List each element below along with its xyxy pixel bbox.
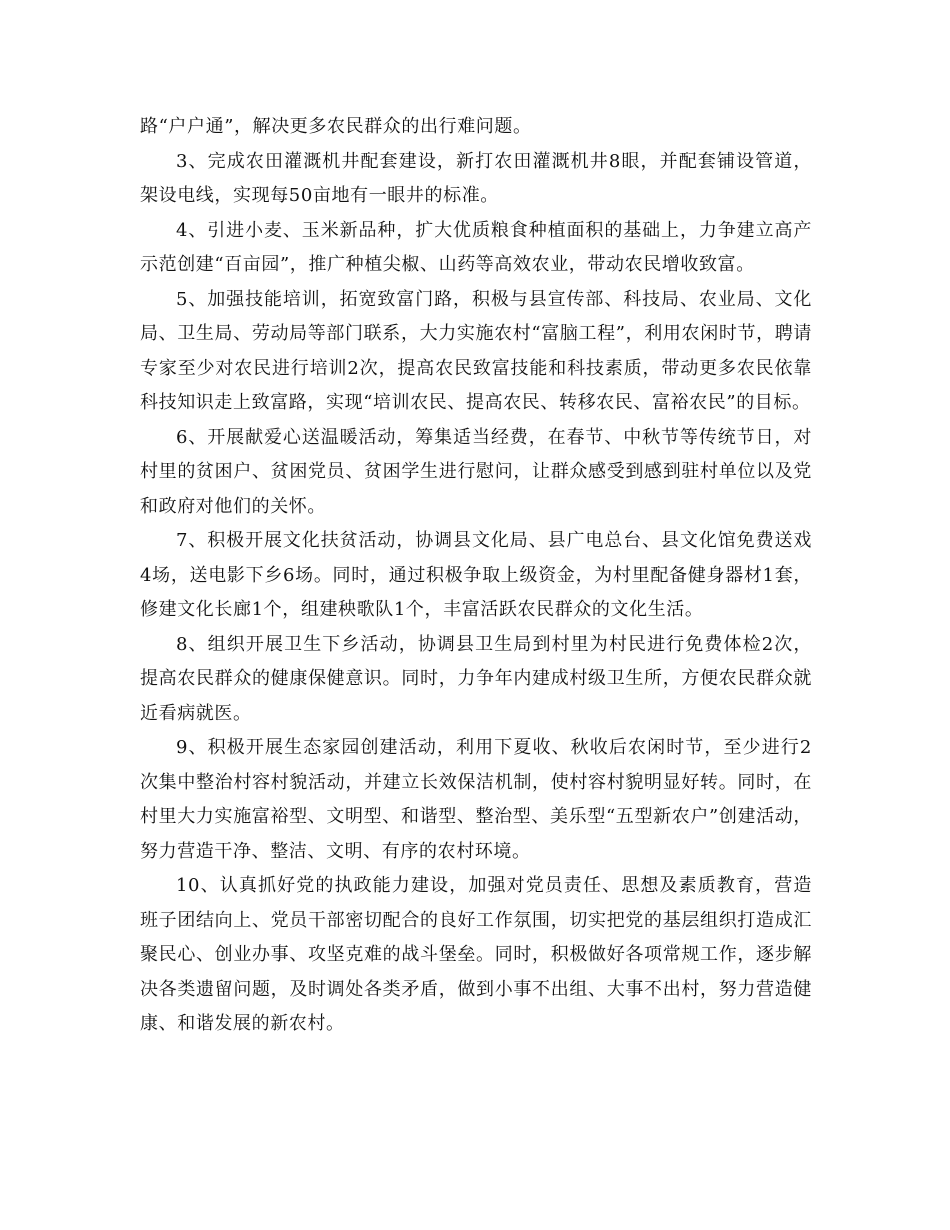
document-body (140, 110, 812, 1042)
paragraph-item-8: 8、组织开展卫生下乡活动，协调县卫生局到村里为村民进行免费体检2次，提高农民群众的健康保健意识。同时，力争年内建成村级卫生所，方便农民群众就近看病就医。 (140, 633, 812, 724)
paragraph-item-7: 7、积极开展文化扶贫活动，协调县文化局、县广电总台、县文化馆免费送戏4场，送电影下乡6场。同时，通过积极争取上级资金，为村里配备健身器材1套，修建文化长廊1个，组建秧歌队1个，丰富活跃农民群众的文化生活。 (140, 530, 812, 620)
paragraph-item-10: 10、认真抓好党的执政能力建设，加强对党员责任、思想及素质教育，营造班子团结向上、党员干部密切配合的良好工作氛围，切实把党的基层组织打造成汇聚民心、创业办事、攻坚克难的战斗堡垒。同时，积极做好各项常规工作，逐步解决各类遗留问题，及时调处各类矛盾，做到小事不出组、大事不出村，努力营造健康、和谐发展的新农村。 (140, 875, 812, 1034)
paragraph-continuation: 路“户户通”，解决更多农民群众的出行难问题。 (140, 116, 532, 137)
paragraph-item-5: 5、加强技能培训，拓宽致富门路，积极与县宣传部、科技局、农业局、文化局、卫生局、劳动局等部门联系，大力实施农村“富脑工程”，利用农闲时节，聘请专家至少对农民进行培训2次，提高农民致富技能和科技素质，带动更多农民依靠科技知识走上致富路，实现“培训农民、提高农民、转移农民、富裕农民”的目标。 (140, 288, 812, 413)
paragraph-item-3: 3、完成农田灌溉机井配套建设，新打农田灌溉机井8眼，并配套铺设管道，架设电线，实现每50亩地有一眼井的标准。 (140, 150, 812, 206)
paragraph-item-4: 4、引进小麦、玉米新品种，扩大优质粮食种植面积的基础上，力争建立高产示范创建“百亩园”，推广种植尖椒、山药等高效农业，带动农民增收致富。 (140, 219, 812, 275)
paragraph-item-6: 6、开展献爱心送温暖活动，筹集适当经费，在春节、中秋节等传统节日，对村里的贫困户、贫困党员、贫困学生进行慰问，让群众感受到感到驻村单位以及党和政府对他们的关怀。 (140, 426, 812, 517)
paragraph-item-9: 9、积极开展生态家园创建活动，利用下夏收、秋收后农闲时节，至少进行2次集中整治村容村貌活动，并建立长效保洁机制，使村容村貌明显好转。同时，在村里大力实施富裕型、文明型、和谐型、整治型、美乐型“五型新农户”创建活动，努力营造干净、整洁、文明、有序的农村环境。 (140, 737, 812, 862)
